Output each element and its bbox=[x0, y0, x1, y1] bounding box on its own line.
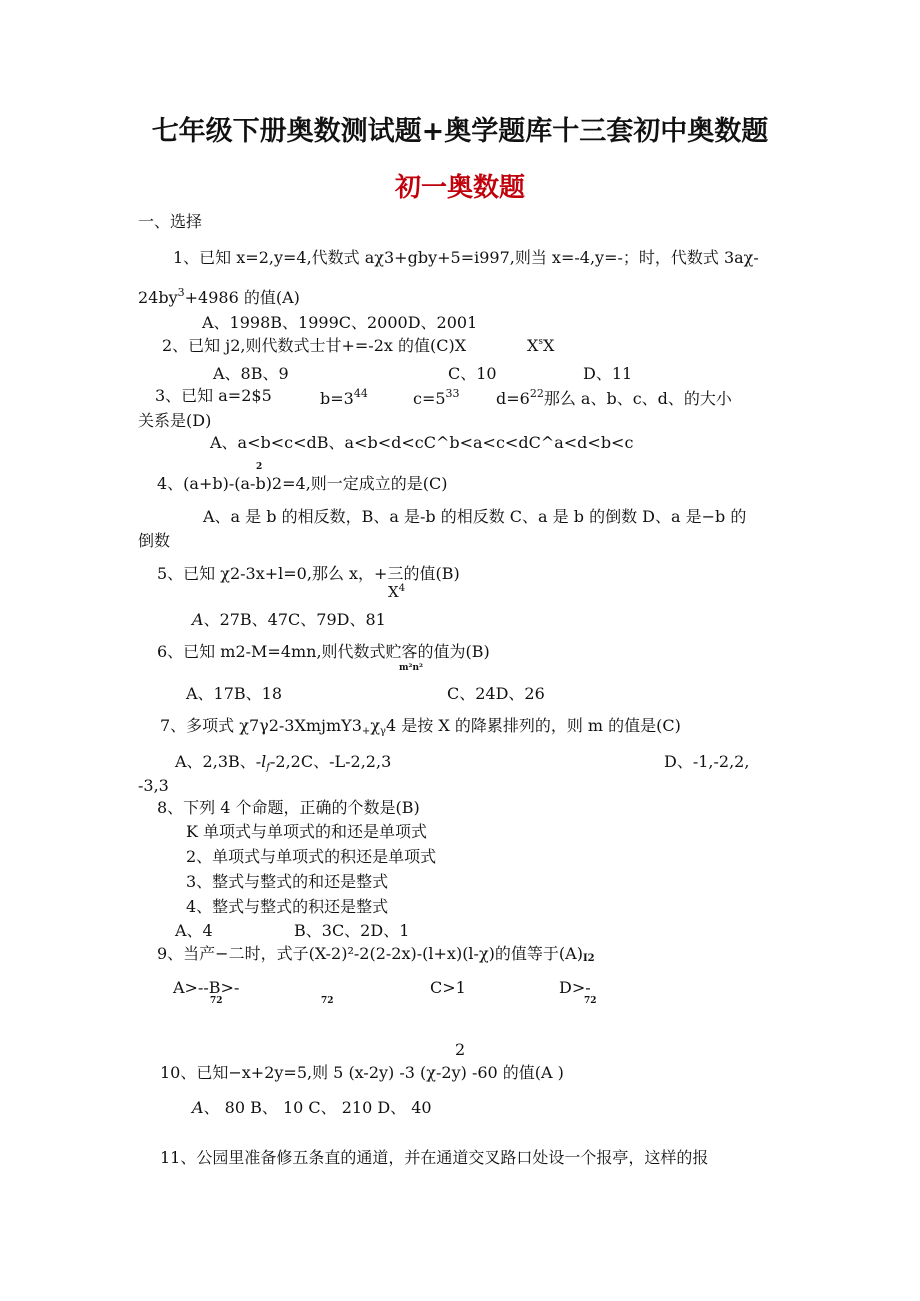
q3-b bbox=[320, 388, 368, 407]
q2-tail-sup: s bbox=[538, 337, 544, 347]
q1-stem-line1: 1、已知 x=2,y=4,代数式 aχ3+gby+5=i997,则当 x=-4,y=-；时，代数式 3aχ- bbox=[173, 248, 759, 267]
page-number: 2 bbox=[455, 1040, 466, 1059]
q2-options-ab: A、8B、9 bbox=[213, 364, 289, 383]
q4-stem: 4、(a+b)-(a-b)2=4,则一定成立的是(C) bbox=[157, 474, 448, 493]
document-title: 七年级下册奥数测试题+奥学题库十三套初中奥数题 bbox=[151, 116, 769, 147]
q5-under-base: X bbox=[388, 583, 399, 601]
q1-tail: +4986 的值(A) bbox=[184, 288, 300, 307]
q7-option-l: l bbox=[261, 752, 267, 771]
q3-b-base: b=3 bbox=[320, 389, 354, 408]
q6-options-cd: C、24D、26 bbox=[447, 684, 545, 703]
q7-option-a: A、2,3B、- bbox=[175, 752, 262, 771]
document-subtitle: 初一奥数题 bbox=[394, 173, 525, 203]
q9-options-ab: A>--B>- bbox=[173, 978, 240, 997]
q9-stem bbox=[157, 946, 595, 964]
q7-stem-sub: + bbox=[361, 726, 371, 737]
q3-c-exp: 33 bbox=[445, 387, 460, 400]
q7-options bbox=[175, 754, 391, 773]
q8-stem: 8、下列 4 个命题，正确的个数是(B) bbox=[157, 798, 420, 817]
q8-option-a: A、4 bbox=[175, 921, 213, 940]
q5-under-exp: 4 bbox=[398, 583, 406, 594]
q7-stem-sub2: γ bbox=[380, 726, 386, 737]
q6-stem: 6、已知 m2-M=4mn,则代数式贮客的值为(B) bbox=[157, 642, 490, 661]
q7-stem-b: χ bbox=[370, 716, 381, 735]
q9-option-c: C>1 bbox=[430, 978, 466, 997]
q8-options-bcd: B、3C、2D、1 bbox=[294, 921, 410, 940]
q6-options-ab: A、17B、18 bbox=[186, 684, 283, 703]
q10-option-letter: A bbox=[192, 1098, 204, 1117]
q1-exponent: 3 bbox=[177, 286, 185, 299]
q8-item: 4、整式与整式的积还是整式 bbox=[186, 897, 389, 916]
q9-fraction-denominator: 72 bbox=[584, 996, 597, 1006]
q1-options: A、1998B、1999C、2000D、2001 bbox=[202, 313, 478, 332]
q11-stem: 11、公园里准备修五条直的通道，并在通道交叉路口处设一个报亭，这样的报 bbox=[160, 1148, 709, 1167]
q4-options-line1: A、a 是 b 的相反数，B、a 是-b 的相反数 C、a 是 b 的倒数 D、a 是−b 的 bbox=[203, 507, 747, 526]
q4-small-two: 2 bbox=[256, 462, 263, 472]
q10-options bbox=[192, 1100, 432, 1116]
section-heading: 一、选择 bbox=[138, 212, 203, 231]
q6-under: m²n² bbox=[399, 663, 423, 673]
q5-options-rest: 、27B、47C、79D、81 bbox=[203, 610, 386, 629]
q9-option-d: D>- bbox=[559, 978, 591, 997]
q3-d-tail: 那么 a、b、c、d、的大小 bbox=[543, 389, 732, 408]
q3-d-base: d=6 bbox=[496, 389, 530, 408]
q8-item: 2、单项式与单项式的积还是单项式 bbox=[186, 847, 437, 866]
q3-b-exp: 44 bbox=[353, 387, 368, 400]
q4-options-line2: 倒数 bbox=[138, 531, 171, 550]
q10-options-rest: 、 80 B、 10 C、 210 D、 40 bbox=[203, 1098, 432, 1117]
q1-stem-line2 bbox=[138, 287, 300, 306]
q7-option-rest: -2,2C、-L-2,2,3 bbox=[270, 752, 392, 771]
q7-stem-c: 4 是按 X 的降累排列的，则 m 的值是(C) bbox=[386, 716, 681, 735]
q7-stem bbox=[160, 718, 681, 737]
q2-tail-x2: X bbox=[543, 336, 555, 355]
q5-under bbox=[388, 584, 405, 600]
q3-c-base: c=5 bbox=[413, 389, 446, 408]
q2-option-c: C、10 bbox=[448, 364, 497, 383]
q7-stem-a: 7、多项式 χ7γ2-3XmjmY3 bbox=[160, 716, 362, 735]
q7-option-d: D、-1,-2,2, bbox=[664, 752, 750, 771]
q5-option-letter: A bbox=[192, 610, 204, 629]
q3-line2: 关系是(D) bbox=[138, 411, 212, 430]
q3-d-exp: 22 bbox=[529, 387, 544, 400]
q2-stem: 2、已知 j2,则代数式士甘+=-2x 的值(C)X bbox=[162, 336, 467, 355]
q10-stem: 10、已知−x+2y=5,则 5 (x-2y) -3 (χ-2y) -60 的值(A ) bbox=[160, 1063, 564, 1082]
q3-c bbox=[413, 388, 460, 407]
q3-a: 3、已知 a=2$5 bbox=[155, 386, 272, 405]
q9-stem-small: I2 bbox=[582, 953, 595, 964]
q2-tail-x1: X bbox=[527, 336, 539, 355]
q8-item: K 单项式与单项式的和还是单项式 bbox=[186, 822, 428, 841]
q9-fraction-denominator: 72 bbox=[321, 996, 334, 1006]
q8-item: 3、整式与整式的和还是整式 bbox=[186, 872, 389, 891]
q9-fraction-denominator: 72 bbox=[210, 996, 223, 1006]
q2-option-d: D、11 bbox=[583, 364, 633, 383]
q1-expr: 24by bbox=[138, 288, 178, 307]
q9-stem-text: 9、当产−二时，式子(X-2)²-2(2-2x)-(l+x)(l-χ)的值等于(A) bbox=[157, 944, 583, 963]
q7-option-lsub: f bbox=[266, 762, 270, 773]
q5-stem: 5、已知 χ2-3x+l=0,那么 x，+三的值(B) bbox=[157, 564, 460, 583]
q5-options bbox=[192, 612, 386, 628]
q7-wrap: -3,3 bbox=[138, 776, 169, 795]
q2-stem-tail bbox=[527, 338, 554, 354]
q3-options: A、a<b<c<dB、a<b<d<cC^b<a<c<dC^a<d<b<c bbox=[210, 433, 634, 452]
q3-d bbox=[496, 388, 732, 407]
